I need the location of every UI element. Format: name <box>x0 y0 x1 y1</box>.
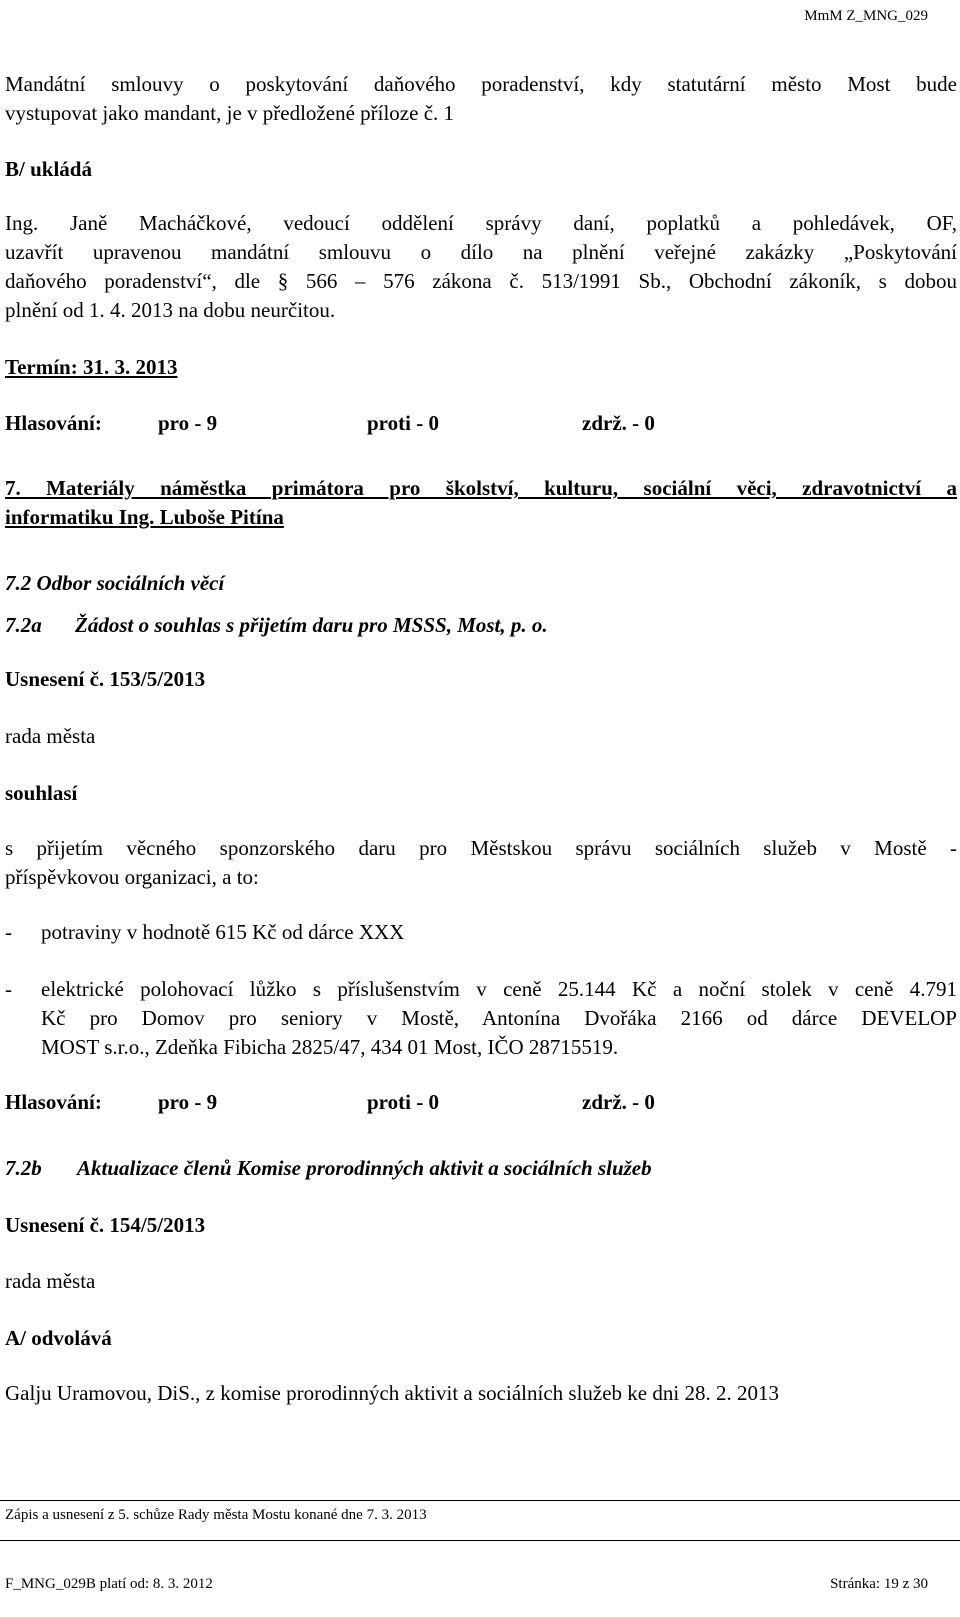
text-line: vystupovat jako mandant, je v předložené příloze č. 1 <box>5 101 455 125</box>
vote-pro: pro - 9 <box>158 1090 218 1114</box>
council-label: rada města <box>5 724 96 748</box>
resolution-number: Usnesení č. 153/5/2013 <box>5 667 206 691</box>
text-line: informatiku Ing. Luboše Pitína <box>5 505 284 529</box>
council-label: rada města <box>5 1269 96 1293</box>
heading-b-uklada: B/ ukládá <box>5 157 92 181</box>
vote-row <box>5 413 905 437</box>
list-item <box>5 922 905 946</box>
list-text: potraviny v hodnotě 615 Kč od dárce XXX <box>41 920 405 944</box>
footer-divider <box>0 1540 960 1541</box>
text-line: Kč pro Domov pro seniory v Mostě, Antonína Dvořáka 2166 od dárce DEVELOP <box>41 1006 957 1030</box>
resolution-number: Usnesení č. 154/5/2013 <box>5 1213 206 1237</box>
footer-divider <box>0 1500 960 1501</box>
footer-form-id: F_MNG_029B platí od: 8. 3. 2012 <box>5 1576 213 1592</box>
vote-proti: proti - 0 <box>367 411 439 435</box>
vote-zdrz: zdrž. - 0 <box>582 1090 655 1114</box>
item-number: 7.2a <box>5 613 42 637</box>
document-id: MmM Z_MNG_029 <box>804 8 928 24</box>
paragraph-removal: Galju Uramovou, DiS., z komise prorodinných aktivit a sociálních služeb ke dni 28. 2. 2013 <box>5 1381 779 1405</box>
item-number: 7.2b <box>5 1156 42 1180</box>
item-title: Aktualizace členů Komise prorodinných aktivit a sociálních služeb <box>77 1156 652 1180</box>
vote-pro: pro - 9 <box>158 411 218 435</box>
footer-meeting-info: Zápis a usnesení z 5. schůze Rady města Mostu konané dne 7. 3. 2013 <box>5 1507 427 1523</box>
item-7-2a-heading <box>5 615 905 639</box>
vote-zdrz: zdrž. - 0 <box>582 411 655 435</box>
paragraph-ing <box>5 213 957 329</box>
heading-souhlasi: souhlasí <box>5 781 78 805</box>
subsection-odbor: 7.2 Odbor sociálních věcí <box>5 571 225 595</box>
vote-proti: proti - 0 <box>367 1090 439 1114</box>
text-line: elektrické polohovací lůžko s příslušenstvím v ceně 25.144 Kč a noční stolek v ceně 4.791 <box>41 977 957 1001</box>
paragraph-mandate <box>5 74 957 132</box>
text-line: 7. Materiály náměstka primátora pro školství, kulturu, sociální věci, zdravotnictví a <box>5 476 957 500</box>
text-line: příspěvkovou organizaci, a to: <box>5 865 259 889</box>
paragraph-acceptance <box>5 838 957 896</box>
text-line: MOST s.r.o., Zdeňka Fibicha 2825/47, 434 01 Most, IČO 28715519. <box>41 1035 619 1059</box>
vote-label: Hlasování: <box>5 411 102 435</box>
text-line: Ing. Janě Macháčkové, vedoucí oddělení správy daní, poplatků a pohledávek, OF, <box>5 211 957 235</box>
vote-label: Hlasování: <box>5 1090 102 1114</box>
deadline: Termín: 31. 3. 2013 <box>5 355 178 379</box>
heading-a-odvolava: A/ odvolává <box>5 1326 112 1350</box>
vote-row <box>5 1092 905 1116</box>
text-line: Mandátní smlouvy o poskytování daňového poradenství, kdy statutární město Most bude <box>5 72 957 96</box>
footer-page-number: Stránka: 19 z 30 <box>830 1576 928 1592</box>
text-line: daňového poradenství“, dle § 566 – 576 zákona č. 513/1991 Sb., Obchodní zákoník, s dobou <box>5 269 957 293</box>
item-7-2b-heading <box>5 1158 905 1182</box>
section-7-heading <box>5 478 957 536</box>
text-line: s přijetím věcného sponzorského daru pro Městskou správu sociálních služeb v Mostě - <box>5 836 957 860</box>
list-dash: - <box>5 920 12 944</box>
item-title: Žádost o souhlas s přijetím daru pro MSSS, Most, p. o. <box>75 613 548 637</box>
text-line: plnění od 1. 4. 2013 na dobu neurčitou. <box>5 298 336 322</box>
list-dash: - <box>5 977 12 1001</box>
text-line: uzavřít upravenou mandátní smlouvu o dílo na plnění veřejné zakázky „Poskytování <box>5 240 957 264</box>
